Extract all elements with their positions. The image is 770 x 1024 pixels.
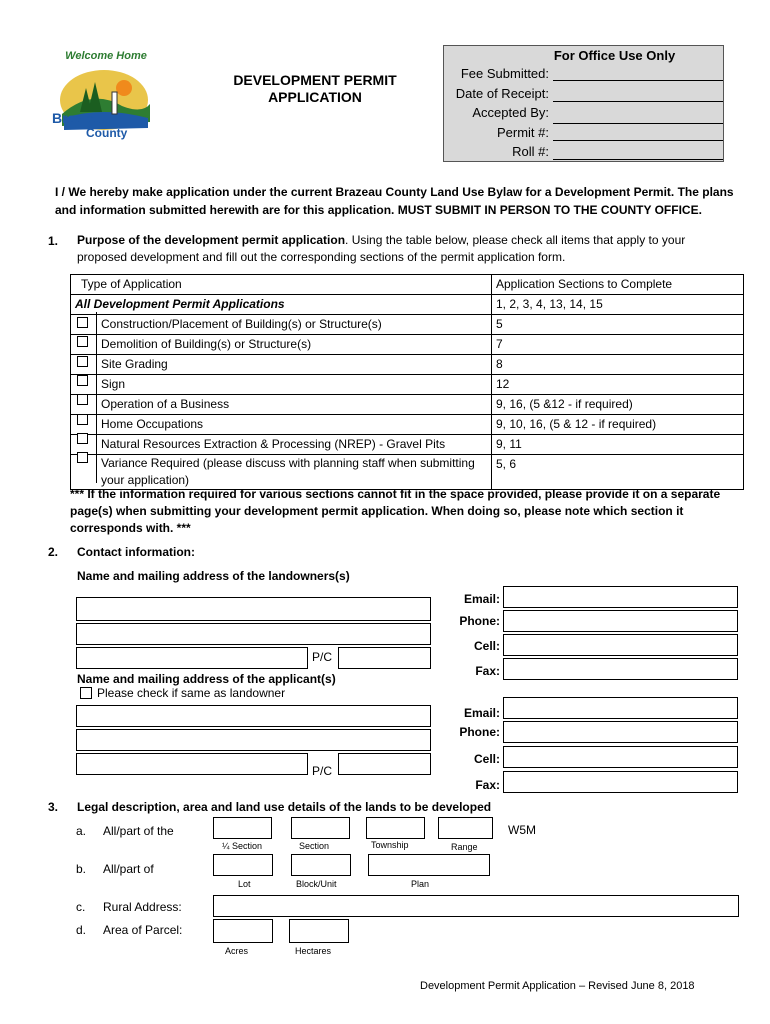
- checkbox-demolition[interactable]: [77, 336, 88, 347]
- hectares-label: Hectares: [295, 946, 332, 956]
- section1-title: Purpose of the development permit application: [77, 233, 346, 247]
- landowner-fax-input[interactable]: [503, 658, 738, 680]
- table-header-row: [71, 275, 744, 295]
- plan-label: Plan: [411, 879, 430, 889]
- table-row-all: [71, 295, 744, 315]
- table-row-type: Operation of a Business: [71, 395, 492, 415]
- plan-input[interactable]: [368, 854, 490, 876]
- applicant-phone-label: Phone:: [459, 725, 500, 739]
- checkbox-site-grading[interactable]: [77, 356, 88, 367]
- brazeau-county-logo: [52, 48, 156, 144]
- table-header-type-label: Type of Application: [81, 277, 182, 291]
- office-line-fee: [553, 80, 723, 81]
- table-row: [71, 455, 744, 490]
- township-input[interactable]: [366, 817, 425, 839]
- overflow-note: [70, 486, 742, 537]
- table-row-type: Sign: [71, 375, 492, 395]
- office-use-heading: For Office Use Only: [553, 48, 676, 63]
- table-row: [71, 375, 744, 395]
- table-row: [71, 315, 744, 335]
- table-row-sections: 9, 11: [492, 435, 744, 455]
- page-title-line1: DEVELOPMENT PERMIT: [233, 72, 397, 88]
- landowner-city-input[interactable]: [76, 647, 308, 669]
- intro-line2: and information submitted herewith are for this application. MUST SUBMIT IN PERSON TO THE COUNTY OFFICE.: [55, 203, 702, 217]
- table-header-type: [71, 275, 492, 295]
- table-row-type: Natural Resources Extraction & Processing (NREP) - Gravel Pits: [71, 435, 492, 455]
- section1-line2: proposed development and fill out the corresponding sections of the permit application form.: [77, 250, 566, 264]
- block-unit-label: Block/Unit: [296, 879, 337, 889]
- section-label: Section: [299, 841, 330, 851]
- section1-title-rest: . Using the table below, please check all items that apply to your: [345, 233, 686, 247]
- quarter-section-input[interactable]: [213, 817, 272, 839]
- page-title-line2: APPLICATION: [268, 89, 362, 105]
- table-row-sections: 5: [492, 315, 744, 335]
- item-c-letter: c.: [76, 900, 86, 914]
- checkbox-business[interactable]: [77, 394, 88, 405]
- checkbox-nrep[interactable]: [77, 433, 88, 444]
- intro-paragraph: [55, 183, 745, 219]
- lot-label: Lot: [238, 879, 251, 889]
- table-row-type: Home Occupations: [71, 415, 492, 435]
- acres-input[interactable]: [213, 919, 273, 943]
- checkbox-sign[interactable]: [77, 375, 88, 386]
- applicant-fax-input[interactable]: [503, 771, 738, 793]
- overflow-note-line3: corresponds with. ***: [70, 521, 191, 535]
- applicant-postal-input[interactable]: [338, 753, 431, 775]
- item-d-letter: d.: [76, 923, 87, 937]
- table-row: [71, 355, 744, 375]
- township-label: Township: [371, 840, 409, 850]
- office-field-permit: Permit #:: [496, 125, 549, 140]
- table-row: [71, 395, 744, 415]
- table-row-type: Variance Required (please discuss with planning staff when submitting your application): [71, 455, 492, 490]
- meridian-label: W5M: [508, 823, 536, 837]
- item-b-letter: b.: [76, 862, 87, 876]
- landowner-phone-input[interactable]: [503, 610, 738, 632]
- same-as-landowner-label: Please check if same as landowner: [97, 686, 286, 700]
- table-row: [71, 415, 744, 435]
- office-field-fee: Fee Submitted:: [460, 66, 549, 81]
- landowner-phone-label: Phone:: [459, 614, 500, 628]
- applicant-cell-input[interactable]: [503, 746, 738, 768]
- applicant-email-label: Email:: [463, 706, 500, 720]
- applicant-phone-input[interactable]: [503, 721, 738, 743]
- section2-title: Contact information:: [77, 545, 195, 559]
- applicant-address-input[interactable]: [76, 729, 431, 751]
- item-b-label: All/part of: [103, 862, 154, 876]
- hectares-input[interactable]: [289, 919, 349, 943]
- range-input[interactable]: [438, 817, 493, 839]
- quarter-section-label: ¼ Section: [222, 841, 263, 851]
- table-all-sections: 1, 2, 3, 4, 13, 14, 15: [492, 295, 744, 315]
- landowner-address-input[interactable]: [76, 623, 431, 645]
- office-line-roll: [553, 159, 723, 160]
- applicant-city-input[interactable]: [76, 753, 308, 775]
- section1-number: 1.: [48, 234, 59, 248]
- table-row-type: Demolition of Building(s) or Structure(s): [71, 335, 492, 355]
- office-field-accepted: Accepted By:: [472, 105, 549, 120]
- landowner-postal-input[interactable]: [338, 647, 431, 669]
- office-field-date: Date of Receipt:: [455, 86, 549, 101]
- landowner-cell-label: Cell:: [473, 639, 500, 653]
- applicant-fax-label: Fax:: [475, 778, 500, 792]
- item-c-label: Rural Address:: [103, 900, 182, 914]
- section3-title: Legal description, area and land use details of the lands to be developed: [77, 800, 492, 814]
- acres-label: Acres: [225, 946, 249, 956]
- item-d-label: Area of Parcel:: [103, 923, 183, 937]
- landowner-name-input[interactable]: [76, 597, 431, 621]
- table-header-sections: Application Sections to Complete: [492, 275, 744, 295]
- landowner-heading: Name and mailing address of the landowners(s): [77, 569, 350, 583]
- table-row: [71, 335, 744, 355]
- landowner-fax-label: Fax:: [475, 664, 500, 678]
- checkbox-variance[interactable]: [77, 452, 88, 463]
- intro-line1: I / We hereby make application under the current Brazeau County Land Use Bylaw for a Development Permit. The plans: [55, 185, 734, 199]
- section2-number: 2.: [48, 545, 59, 559]
- applicant-email-input[interactable]: [503, 697, 738, 719]
- overflow-note-line1: *** If the information required for various sections cannot fit in the space provided, please provide it on a separate: [70, 487, 721, 501]
- item-a-letter: a.: [76, 824, 87, 838]
- table-row: [71, 435, 744, 455]
- landowner-pc-label: P/C: [312, 650, 333, 664]
- table-row-sections: 12: [492, 375, 744, 395]
- applicant-heading: Name and mailing address of the applicant(s): [77, 672, 336, 686]
- item-a-label: All/part of the: [103, 824, 174, 838]
- logo-welcome-text: Welcome Home: [65, 50, 147, 62]
- table-row-sections: 5, 6: [492, 455, 744, 490]
- page-title: [215, 72, 415, 106]
- footer-revision: Development Permit Application – Revised June 8, 2018: [420, 980, 695, 992]
- same-as-landowner-checkbox[interactable]: [80, 687, 92, 699]
- logo-name-line1: Brazeau: [52, 110, 107, 126]
- office-line-accepted: [553, 123, 723, 124]
- table-row-sections: 9, 16, (5 &12 - if required): [492, 395, 744, 415]
- table-row-sections: 9, 10, 16, (5 & 12 - if required): [492, 415, 744, 435]
- block-unit-input[interactable]: [291, 854, 351, 876]
- checkbox-home-occupation[interactable]: [77, 414, 88, 425]
- section3-number: 3.: [48, 800, 59, 814]
- applicant-cell-label: Cell:: [473, 752, 500, 766]
- office-field-roll: Roll #:: [512, 144, 549, 159]
- landowner-cell-input[interactable]: [503, 634, 738, 656]
- checkbox-construction[interactable]: [77, 317, 88, 328]
- lot-input[interactable]: [213, 854, 273, 876]
- table-row-sections: 7: [492, 335, 744, 355]
- logo-name-line2: County: [86, 126, 128, 140]
- range-label: Range: [451, 842, 478, 852]
- table-row-type: Construction/Placement of Building(s) or Structure(s): [71, 315, 492, 335]
- section1-text: [77, 232, 747, 266]
- office-line-date: [553, 101, 723, 102]
- checkbox-column-divider: [96, 312, 97, 483]
- overflow-note-line2: page(s) when submitting your development permit application. When doing so, please note which section it: [70, 504, 684, 518]
- office-use-box: [443, 45, 724, 162]
- table-row-type: Site Grading: [71, 355, 492, 375]
- applicant-pc-label: P/C: [312, 764, 333, 778]
- application-type-table: [70, 274, 744, 490]
- office-line-permit: [553, 140, 723, 141]
- landowner-email-input[interactable]: [503, 586, 738, 608]
- table-all-label: All Development Permit Applications: [71, 295, 492, 315]
- applicant-name-input[interactable]: [76, 705, 431, 727]
- section-input[interactable]: [291, 817, 350, 839]
- rural-address-input[interactable]: [213, 895, 739, 917]
- landowner-email-label: Email:: [463, 592, 500, 606]
- table-row-sections: 8: [492, 355, 744, 375]
